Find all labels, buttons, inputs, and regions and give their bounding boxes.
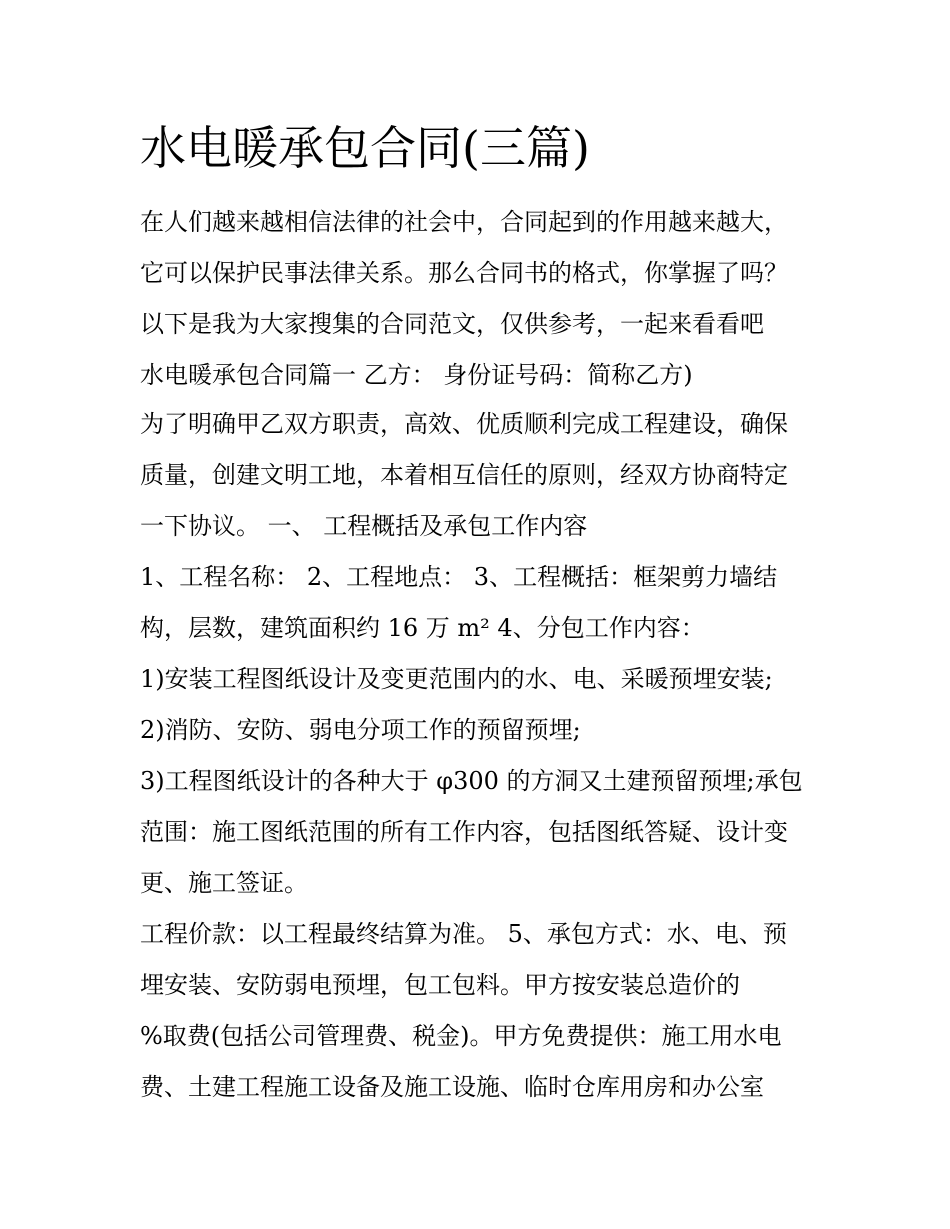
- body-line-17: %取费(包括公司管理费、税金)。甲方免费提供：施工用水电: [140, 1022, 782, 1050]
- body-line-4: 水电暖承包合同篇一 乙方： 身份证号码：简称乙方): [140, 361, 693, 389]
- document-title: 水电暖承包合同(三篇): [140, 121, 590, 175]
- body-line-16: 埋安装、安防弱电预埋，包工包料。甲方按安装总造价的: [140, 971, 740, 999]
- body-line-9: 构，层数，建筑面积约 16 万 m² 4、分包工作内容：: [140, 614, 705, 642]
- body-line-10: 1)安装工程图纸设计及变更范围内的水、电、采暖预埋安装;: [140, 665, 773, 693]
- body-line-11: 2)消防、安防、弱电分项工作的预留预埋;: [140, 716, 581, 744]
- body-line-18: 费、土建工程施工设备及施工设施、临时仓库用房和办公室: [140, 1073, 764, 1101]
- body-line-3: 以下是我为大家搜集的合同范文，仅供参考，一起来看看吧: [140, 310, 764, 338]
- body-line-2: 它可以保护民事法律关系。那么合同书的格式，你掌握了吗？: [140, 259, 788, 287]
- body-line-5: 为了明确甲乙双方职责，高效、优质顺利完成工程建设，确保: [140, 410, 788, 438]
- body-line-14: 更、施工签证。: [140, 869, 308, 897]
- body-line-8: 1、工程名称： 2、工程地点： 3、工程概括：框架剪力墙结: [140, 563, 778, 591]
- body-line-1: 在人们越来越相信法律的社会中，合同起到的作用越来越大，: [140, 208, 788, 236]
- body-line-7: 一下协议。 一、 工程概括及承包工作内容: [140, 512, 588, 540]
- body-line-15: 工程价款：以工程最终结算为准。 5、承包方式：水、电、预: [140, 920, 787, 948]
- body-line-6: 质量，创建文明工地，本着相互信任的原则，经双方协商特定: [140, 461, 788, 489]
- body-line-12: 3)工程图纸设计的各种大于 φ300 的方洞又土建预留预埋;承包: [140, 767, 803, 795]
- body-line-13: 范围：施工图纸范围的所有工作内容，包括图纸答疑、设计变: [140, 818, 788, 846]
